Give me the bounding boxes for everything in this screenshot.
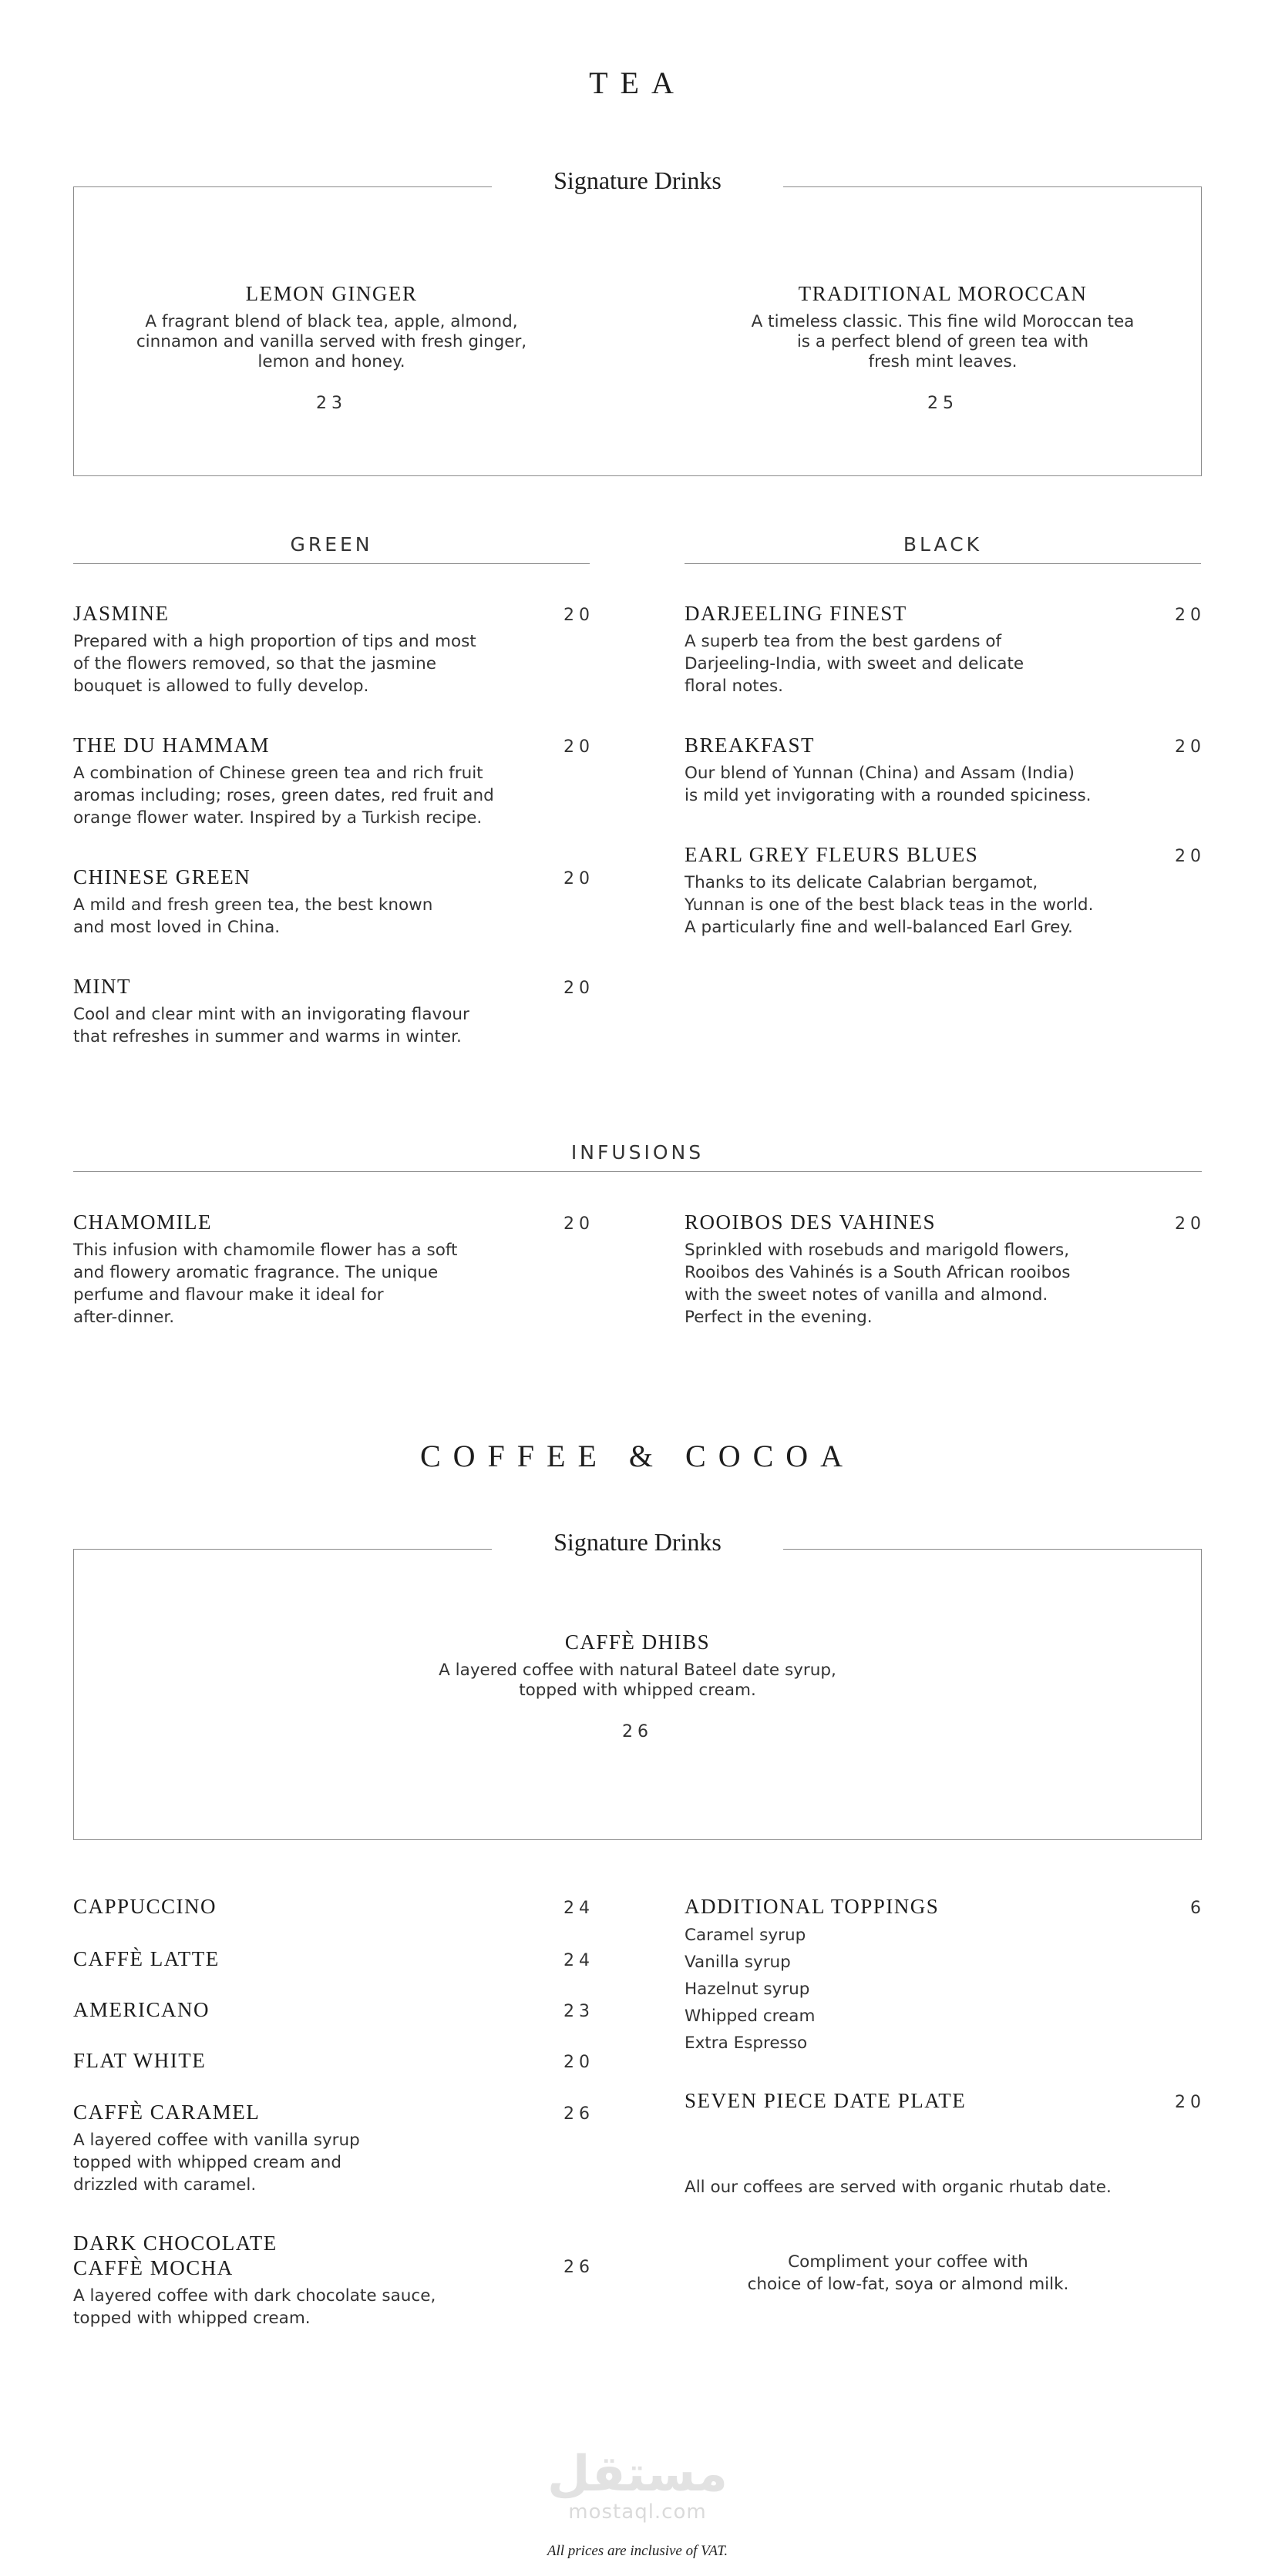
menu-item-jasmine: JASMINE 20 Prepared with a high proportion of tips and most of the flowers removed, so that the jasmine bouquet is allowed to fully develop.: [73, 602, 594, 696]
toppings-list: [685, 1922, 1201, 2057]
signature-item-lemon-ginger: LEMON GINGER A fragrant blend of black tea, apple, almond, cinnamon and vanilla served with fresh ginger, lemon and honey. 23: [73, 282, 590, 413]
menu-item-americano: AMERICANO 23: [73, 1998, 594, 2021]
menu-item-earl-grey-fleurs-blues: EARL GREY FLEURS BLUES 20 Thanks to its delicate Calabrian bergamot, Yunnan is one of the best black teas in the world. A particularly fine and well-balanced Earl Grey.: [685, 843, 1206, 937]
menu-item-dark-chocolate-caffe-mocha: DARK CHOCOLATE CAFFÈ MOCHA 26 A layered coffee with dark chocolate sauce, topped with whipped cream.: [73, 2232, 594, 2328]
list-item: Extra Espresso: [685, 2034, 808, 2053]
coffee-date-note: All our coffees are served with organic rhutab date.: [685, 2178, 1112, 2197]
list-item: Caramel syrup: [685, 1926, 806, 1945]
menu-item-chinese-green: CHINESE GREEN 20 A mild and fresh green tea, the best known and most loved in China.: [73, 865, 594, 937]
list-item: Whipped cream: [685, 2007, 816, 2026]
price: 23: [316, 394, 347, 413]
green-heading: GREEN: [73, 533, 590, 564]
menu-item-mint: MINT 20 Cool and clear mint with an invigorating flavour that refreshes in summer and warms in winter.: [73, 975, 594, 1046]
menu-item-cappuccino: CAPPUCCINO 24: [73, 1895, 594, 1918]
signature-item-traditional-moroccan: TRADITIONAL MOROCCAN A timeless classic. This fine wild Moroccan tea is a perfect blend of green tea with fresh mint leaves. 25: [685, 282, 1201, 413]
coffee-section-title: COFFEE & COCOA: [419, 1439, 856, 1473]
menu-item-rooibos-des-vahines: ROOIBOS DES VAHINES 20 Sprinkled with rosebuds and marigold flowers, Rooibos des Vahinés is a South African rooibos with the sweet notes of vanilla and almond. Perfect in the evening.: [685, 1211, 1206, 1327]
list-item: Vanilla syrup: [685, 1953, 791, 1972]
infusions-heading: INFUSIONS: [73, 1141, 1202, 1172]
mostaql-watermark-logo: مستقل mostaql.com: [547, 2446, 728, 2524]
menu-item-additional-toppings: ADDITIONAL TOPPINGS 6 Caramel syrup Vanilla syrup Hazelnut syrup Whipped cream Extra Espresso: [685, 1894, 1201, 2057]
menu-item-caffe-latte: CAFFÈ LATTE 24: [73, 1947, 594, 1970]
menu-item-flat-white: FLAT WHITE 20: [73, 2049, 594, 2072]
vat-footer-note: All prices are inclusive of VAT.: [547, 2543, 728, 2559]
tea-signature-label: Signature Drinks: [492, 166, 783, 194]
menu-item-seven-piece-date-plate: SEVEN PIECE DATE PLATE 20: [685, 2089, 1206, 2112]
coffee-milk-note: Compliment your coffee with choice of low-fat, soya or almond milk.: [747, 2252, 1069, 2294]
tea-section-title: TEA: [589, 65, 686, 100]
coffee-signature-label: Signature Drinks: [492, 1528, 783, 1556]
price: 26: [622, 1722, 653, 1741]
menu-item-caffe-caramel: CAFFÈ CARAMEL 26 A layered coffee with vanilla syrup topped with whipped cream and drizzled with caramel.: [73, 2101, 594, 2195]
signature-item-caffe-dhibs: CAFFÈ DHIBS A layered coffee with natural Bateel date syrup, topped with whipped cream. 26: [73, 1631, 1202, 1741]
price: 25: [927, 394, 958, 413]
menu-item-breakfast: BREAKFAST 20 Our blend of Yunnan (China) and Assam (India) is mild yet invigorating with a rounded spiciness.: [685, 734, 1206, 805]
menu-item-the-du-hammam: THE DU HAMMAM 20 A combination of Chinese green tea and rich fruit aromas including; roses, green dates, red fruit and orange flower water. Inspired by a Turkish recipe.: [73, 734, 594, 828]
list-item: Hazelnut syrup: [685, 1980, 810, 1999]
menu-item-chamomile: CHAMOMILE 20 This infusion with chamomile flower has a soft and flowery aromatic fragrance. The unique perfume and flavour make it ideal for after-dinner.: [73, 1211, 594, 1327]
black-heading: BLACK: [685, 533, 1201, 564]
menu-item-darjeeling-finest: DARJEELING FINEST 20 A superb tea from the best gardens of Darjeeling-India, with sweet and delicate floral notes.: [685, 602, 1206, 696]
